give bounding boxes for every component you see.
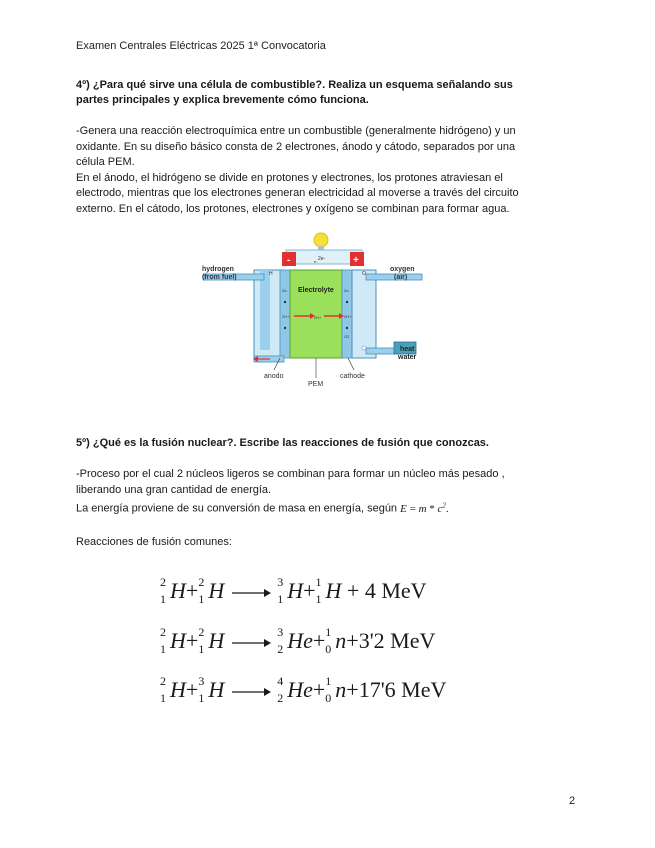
answer-4-line-3: célula PEM.: [76, 156, 135, 168]
pem-label: PEM: [308, 381, 324, 388]
document-header: Examen Centrales Eléctricas 2025 1ª Convocatoria: [76, 40, 326, 52]
minus-sign: -: [287, 255, 291, 266]
answer-4-line-2: oxidante. En su diseño básico consta de 2 electrones, ánodo y cátodo, separados por una: [76, 140, 516, 153]
answer-5-line-2: liberando una gran cantidad de energía.: [76, 483, 272, 496]
fuel-cell-diagram: [194, 230, 434, 390]
answer-4: [76, 124, 576, 217]
equation-c: c: [437, 502, 443, 515]
equation-end: .: [445, 502, 449, 515]
membrane-proton-label: 2H+: [314, 315, 322, 320]
equation-exponent: 2: [442, 501, 446, 509]
answer-5-line-1: -Proceso por el cual 2 núcleos ligeros se combinan para formar un núcleo más pesado ,: [76, 468, 505, 480]
question-4-line-1: 4º) ¿Para qué sirve una célula de combustible?. Realiza un esquema señalando sus: [76, 79, 513, 91]
o-inlet-label: O: [362, 271, 366, 277]
lightbulb-icon: [314, 233, 328, 247]
electrolyte-label: Electrolyte: [298, 287, 334, 294]
cathode-chamber: [352, 270, 376, 358]
answer-4-line-6: externo. En el cátodo, los protones, electrones y oxígeno se combinan para formar agua.: [76, 202, 510, 215]
air-label: (air): [394, 274, 408, 281]
reaction-arrow-icon: [230, 582, 272, 604]
reaction-1-energy: + 4 MeV: [346, 578, 427, 603]
hydrogen-label: hydrogen: [202, 266, 234, 273]
anode-proton-label: 2H+: [282, 314, 290, 319]
question-4: [76, 78, 576, 108]
common-reactions-title: Reacciones de fusión comunes:: [76, 536, 232, 548]
answer-4-line-5: electrodo, mientras que los electrones generan electricidad al moverse a través del circuito: [76, 187, 519, 199]
equation-energy: E: [400, 502, 407, 515]
answer-5-line-3: [76, 498, 576, 517]
question-5: 5º) ¿Qué es la fusión nuclear?. Escribe las reacciones de fusión que conozcas.: [76, 437, 489, 449]
cathode-electron-label: 2e-: [344, 288, 350, 293]
oxygen-label: oxygen: [390, 266, 415, 273]
equation-mass: m: [418, 502, 427, 515]
page-number: 2: [569, 795, 576, 807]
reaction-3-energy: +17'6 MeV: [346, 677, 447, 702]
answer-4-line-4: En el ánodo, el hidrógeno se divide en protones y electrones, los protones atraviesan el: [76, 171, 503, 184]
question-4-line-2: partes principales y explica brevemente cómo funciona.: [76, 94, 369, 106]
cathode-label: cathode: [340, 373, 365, 380]
plus-sign: +: [353, 255, 359, 266]
fusion-reaction-2: 2 1 H+ 2 1 H 3 2 He+ 1 0 n+3'2 MeV: [160, 624, 436, 656]
reaction-2-energy: +3'2 MeV: [346, 628, 436, 653]
reaction-arrow-icon: [230, 681, 272, 703]
anode-electron-label: 2e-: [282, 288, 288, 293]
cathode-proton-label: 2H+: [344, 314, 352, 319]
fusion-reaction-1: 2 1 H+ 2 1 H 3 1 H+ 1 1 H + 4 MeV: [160, 574, 427, 606]
cathode-o2-label: O2: [344, 334, 350, 339]
circuit-e-label: e-: [314, 259, 318, 264]
equation-equals: =: [409, 502, 416, 515]
reaction-arrow-icon: [230, 632, 272, 654]
electrolyte-membrane: [290, 270, 342, 358]
energy-sentence: La energía proviene de su conversión de masa en energía, según: [76, 502, 398, 515]
answer-4-line-1: -Genera una reacción electroquímica entre un combustible (generalmente hidrógeno) y un: [76, 125, 516, 137]
mass-energy-equation: [400, 503, 449, 515]
anode-label: anodo: [264, 373, 284, 380]
water-label: water: [398, 354, 417, 361]
heat-label: heat: [400, 346, 415, 353]
fusion-reaction-3: 2 1 H+ 3 1 H 4 2 He+ 1 0 n+17'6 MeV: [160, 673, 447, 705]
h-inlet-label: H: [269, 271, 273, 277]
equation-times: *: [429, 502, 435, 515]
answer-5: [76, 467, 576, 517]
electron-flow-label: 2e-: [318, 256, 326, 262]
from-fuel-label: (from fuel): [202, 274, 237, 281]
